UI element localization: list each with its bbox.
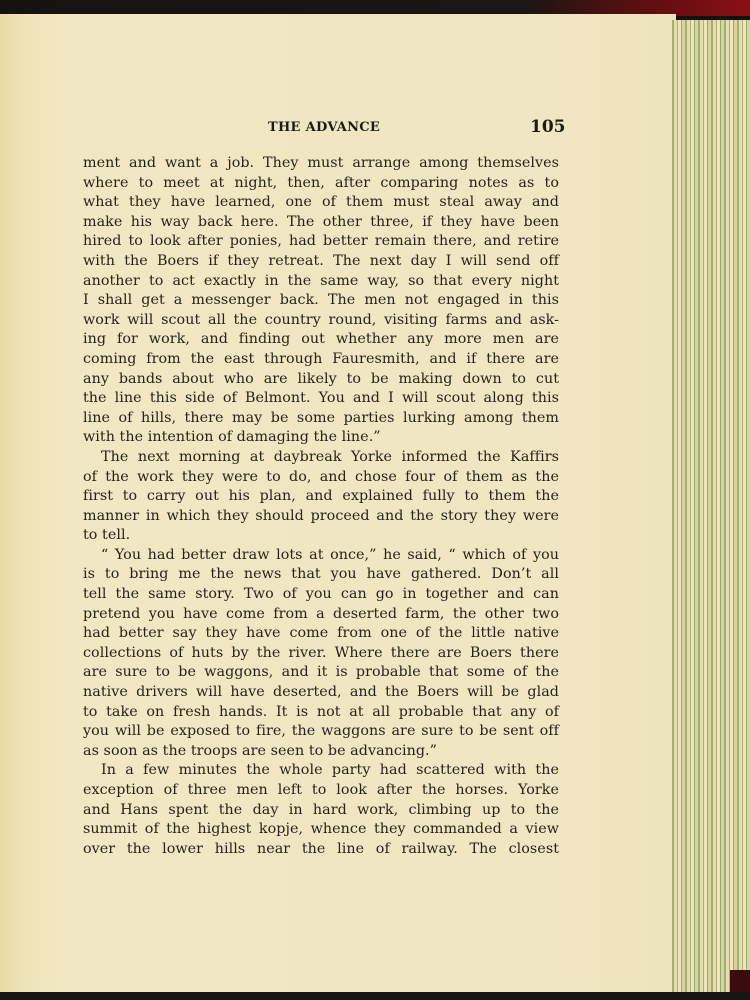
text-line: any bands about who are likely to be making down to cut <box>83 370 559 387</box>
text-line: is to bring me the news that you have gathered. Don’t all <box>83 566 559 583</box>
text-line: coming from the east through Fauresmith, and if there are <box>83 350 559 367</box>
text-line: had better say they have come from one of the little native <box>83 625 559 642</box>
text-line: line of hills, there may be some parties lurking among them <box>83 409 559 426</box>
text-line: manner in which they should proceed and the story they were <box>83 507 559 524</box>
text-line: summit of the highest kopje, whence they commanded a view <box>83 821 559 838</box>
text-line: pretend you have come from a deserted farm, the other two <box>83 605 559 622</box>
book-page <box>0 14 676 992</box>
text-line: with the Boers if they retreat. The next day I will send off <box>83 252 559 269</box>
page-number: 105 <box>530 117 566 137</box>
text-line: ing for work, and finding out whether any more men are <box>83 331 559 348</box>
text-line: The next morning at daybreak Yorke informed the Kaffirs <box>101 448 559 465</box>
text-line: exception of three men left to look after the horses. Yorke <box>83 782 559 798</box>
text-line: to take on fresh hands. It is not at all probable that any of <box>83 703 559 720</box>
running-head <box>0 117 676 141</box>
text-line: with the intention of damaging the line.” <box>83 429 381 446</box>
text-line: work will scout all the country round, visiting farms and ask- <box>83 311 559 328</box>
text-line: native drivers will have deserted, and the Boers will be glad <box>83 684 559 701</box>
text-line: tell the same story. Two of you can go in together and can <box>83 586 559 603</box>
text-line: In a few minutes the whole party had scattered with the <box>101 762 559 779</box>
text-line: over the lower hills near the line of railway. The closest <box>83 840 559 857</box>
book-cover-bottom <box>0 992 750 1000</box>
page-edges <box>672 20 750 992</box>
text-line: as soon as the troops are seen to be advancing.” <box>83 742 438 759</box>
chapter-title: THE ADVANCE <box>268 120 381 135</box>
body-text <box>83 154 559 859</box>
text-line: what they have learned, one of them must steal away and <box>83 194 559 211</box>
text-line: hired to look after ponies, had better remain there, and retire <box>83 233 559 250</box>
text-line: ment and want a job. They must arrange among themselves <box>83 155 559 171</box>
text-line: collections of huts by the river. Where there are Boers there <box>83 644 559 661</box>
text-line: where to meet at night, then, after comparing notes as to <box>83 174 559 191</box>
text-line: “ You had better draw lots at once,” he said, “ which of you <box>101 546 559 563</box>
text-line: make his way back here. The other three, if they have been <box>83 213 559 230</box>
text-line: the line this side of Belmont. You and I will scout along this <box>83 390 559 407</box>
text-line: you will be exposed to fire, the waggons are sure to be sent off <box>83 723 559 740</box>
text-line: another to act exactly in the same way, so that every night <box>83 272 559 289</box>
text-line: of the work they were to do, and chose four of them as the <box>83 468 559 485</box>
text-line: are sure to be waggons, and it is probable that some of the <box>83 664 559 681</box>
text-line: and Hans spent the day in hard work, climbing up to the <box>83 801 559 818</box>
text-line: first to carry out his plan, and explained fully to them the <box>83 488 559 505</box>
text-line: I shall get a messenger back. The men not engaged in this <box>83 292 559 309</box>
text-line: to tell. <box>83 527 131 544</box>
